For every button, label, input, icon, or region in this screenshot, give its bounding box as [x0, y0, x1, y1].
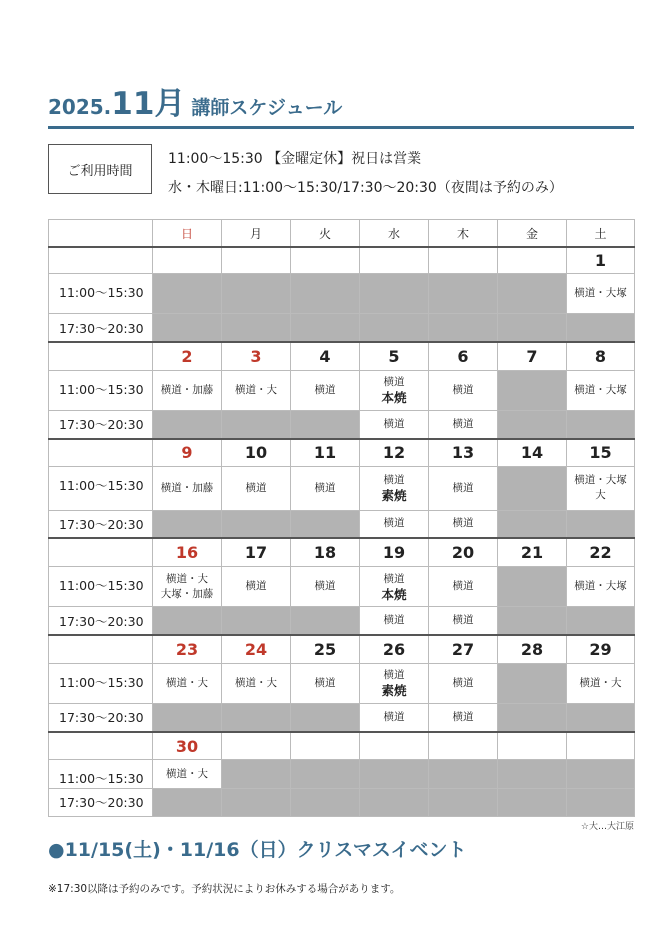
closed-cell — [291, 314, 360, 342]
staff-cell — [360, 370, 429, 410]
day-slot-row-week-6 — [49, 760, 635, 788]
date-cell: 19 — [360, 538, 429, 566]
staff-cell: 横道・加藤 — [153, 467, 222, 510]
date-cell — [222, 732, 291, 760]
closed-cell — [222, 273, 291, 313]
staff-cell — [567, 467, 635, 510]
weekday-mon: 月 — [222, 220, 291, 248]
title-month: 11月 — [111, 86, 186, 122]
date-cell-sun: 23 — [153, 635, 222, 663]
legend-note: ☆大…大江原 — [580, 822, 634, 832]
date-cell: 27 — [429, 635, 498, 663]
staff-cell: 横道 — [360, 704, 429, 732]
date-cell — [360, 247, 429, 273]
date-blank — [49, 635, 153, 663]
closed-cell — [360, 760, 429, 788]
staff-cell: 横道 — [429, 410, 498, 438]
night-slot-row-week-2 — [49, 410, 635, 438]
staff-cell: 横道 — [360, 410, 429, 438]
date-cell: 14 — [498, 439, 567, 467]
date-cell: 29 — [567, 635, 635, 663]
closed-cell — [498, 704, 567, 732]
date-row-week-6 — [49, 732, 635, 760]
weekday-fri: 金 — [498, 220, 567, 248]
staff-name: 大塚・加藤 — [160, 587, 214, 600]
event-heading: ●11/15(土)・11/16（日）クリスマスイベント — [48, 839, 467, 861]
date-cell: 8 — [567, 342, 635, 370]
title-subtitle: 講師スケジュール — [191, 97, 343, 119]
staff-cell: 横道 — [291, 567, 360, 607]
staff-cell: 横道 — [360, 510, 429, 538]
closed-cell — [498, 314, 567, 342]
closed-cell — [291, 510, 360, 538]
date-cell: 21 — [498, 538, 567, 566]
closed-cell — [222, 410, 291, 438]
time-slot-night: 17:30〜20:30 — [49, 410, 153, 438]
staff-cell: 横道 — [429, 663, 498, 703]
day-slot-row-week-1 — [49, 273, 635, 313]
date-cell — [222, 247, 291, 273]
staff-name: 横道・大塚 — [574, 474, 627, 487]
date-cell — [153, 247, 222, 273]
staff-cell: 横道・加藤 — [153, 370, 222, 410]
staff-cell: 横道 — [291, 663, 360, 703]
time-slot-day: 11:00〜15:30 — [49, 467, 153, 510]
date-cell: 22 — [567, 538, 635, 566]
date-cell: 26 — [360, 635, 429, 663]
staff-cell: 横道・大 — [567, 663, 635, 703]
weekday-tue: 火 — [291, 220, 360, 248]
date-blank — [49, 439, 153, 467]
closed-cell — [498, 663, 567, 703]
closed-cell — [291, 607, 360, 635]
night-slot-row-week-5 — [49, 704, 635, 732]
night-slot-row-week-3 — [49, 510, 635, 538]
date-row-week-2 — [49, 342, 635, 370]
closed-cell — [498, 607, 567, 635]
date-row-week-1 — [49, 247, 635, 273]
closed-cell — [498, 760, 567, 788]
closed-cell — [498, 567, 567, 607]
staff-cell: 横道・大塚 — [567, 567, 635, 607]
staff-cell: 横道 — [291, 467, 360, 510]
date-cell — [429, 732, 498, 760]
time-slot-night: 17:30〜20:30 — [49, 607, 153, 635]
closed-cell — [222, 704, 291, 732]
time-slot-day: 11:00〜15:30 — [49, 370, 153, 410]
staff-name: 横道 — [383, 474, 405, 487]
date-cell-sun: 9 — [153, 439, 222, 467]
date-row-week-5 — [49, 635, 635, 663]
staff-cell — [360, 567, 429, 607]
date-cell: 7 — [498, 342, 567, 370]
staff-cell: 横道 — [429, 510, 498, 538]
date-row-week-4 — [49, 538, 635, 566]
closed-cell — [498, 467, 567, 510]
weekday-header-row — [49, 220, 635, 248]
date-cell-sun: 16 — [153, 538, 222, 566]
staff-cell: 横道・大塚 — [567, 273, 635, 313]
header-blank — [49, 220, 153, 248]
date-cell: 28 — [498, 635, 567, 663]
date-blank — [49, 342, 153, 370]
closed-cell — [498, 788, 567, 816]
firing-label: 本焼 — [381, 390, 407, 406]
closed-cell — [498, 410, 567, 438]
closed-cell — [567, 607, 635, 635]
date-cell: 17 — [222, 538, 291, 566]
date-row-week-3 — [49, 439, 635, 467]
closed-cell — [567, 788, 635, 816]
closed-cell — [360, 273, 429, 313]
hours-label-box: ご利用時間 — [48, 144, 152, 194]
staff-cell: 横道 — [429, 704, 498, 732]
closed-cell — [429, 314, 498, 342]
day-slot-row-week-2 — [49, 370, 635, 410]
staff-name: 横道・大 — [166, 572, 208, 585]
staff-name: 横道 — [383, 669, 405, 682]
date-cell-holiday: 24 — [222, 635, 291, 663]
date-cell — [291, 732, 360, 760]
time-slot-day: 11:00〜15:30 — [49, 567, 153, 607]
closed-cell — [567, 510, 635, 538]
date-cell-holiday: 3 — [222, 342, 291, 370]
firing-label: 素焼 — [381, 488, 407, 504]
staff-cell: 横道 — [360, 607, 429, 635]
firing-label: 素焼 — [381, 683, 407, 699]
date-cell-sun: 30 — [153, 732, 222, 760]
title-year: 2025. — [48, 95, 112, 119]
date-cell — [360, 732, 429, 760]
closed-cell — [153, 510, 222, 538]
closed-cell — [567, 410, 635, 438]
weekday-sun: 日 — [153, 220, 222, 248]
time-slot-night: 17:30〜20:30 — [49, 510, 153, 538]
time-slot-night: 17:30〜20:30 — [49, 788, 153, 816]
staff-name: 横道 — [383, 376, 405, 389]
closed-cell — [153, 788, 222, 816]
date-cell — [429, 247, 498, 273]
date-cell: 18 — [291, 538, 360, 566]
date-blank — [49, 732, 153, 760]
closed-cell — [222, 314, 291, 342]
date-cell: 11 — [291, 439, 360, 467]
date-cell — [498, 732, 567, 760]
date-cell — [291, 247, 360, 273]
closed-cell — [360, 788, 429, 816]
staff-cell: 横道 — [429, 467, 498, 510]
staff-cell: 横道 — [222, 467, 291, 510]
closed-cell — [222, 788, 291, 816]
staff-cell: 横道 — [429, 567, 498, 607]
closed-cell — [291, 273, 360, 313]
staff-cell: 横道 — [429, 607, 498, 635]
staff-cell — [153, 567, 222, 607]
closed-cell — [567, 760, 635, 788]
time-slot-night: 17:30〜20:30 — [49, 314, 153, 342]
time-slot-day: 11:00〜15:30 — [49, 663, 153, 703]
night-slot-row-week-4 — [49, 607, 635, 635]
weekday-sat: 土 — [567, 220, 635, 248]
weekday-thu: 木 — [429, 220, 498, 248]
staff-cell: 横道・大 — [222, 663, 291, 703]
closed-cell — [498, 370, 567, 410]
date-cell: 4 — [291, 342, 360, 370]
staff-cell: 横道・大 — [153, 760, 222, 788]
date-cell: 12 — [360, 439, 429, 467]
night-slot-row-week-1 — [49, 314, 635, 342]
date-cell-sun: 2 — [153, 342, 222, 370]
night-slot-row-week-6 — [49, 788, 635, 816]
staff-cell — [360, 663, 429, 703]
date-blank — [49, 247, 153, 273]
weekday-wed: 水 — [360, 220, 429, 248]
staff-cell — [360, 467, 429, 510]
page-title — [48, 78, 342, 123]
staff-name: 大 — [595, 489, 606, 502]
closed-cell — [153, 607, 222, 635]
closed-cell — [498, 273, 567, 313]
hours-line-1: 11:00〜15:30 【金曜定休】祝日は営業 — [168, 151, 422, 167]
time-slot-day: 11:00〜15:30 — [49, 760, 153, 788]
closed-cell — [153, 273, 222, 313]
date-cell: 5 — [360, 342, 429, 370]
closed-cell — [567, 704, 635, 732]
closed-cell — [567, 314, 635, 342]
closed-cell — [291, 760, 360, 788]
staff-cell: 横道 — [429, 370, 498, 410]
footnote: ※17:30以降は予約のみです。予約状況によりお休みする場合があります。 — [48, 883, 401, 895]
staff-cell: 横道・大 — [222, 370, 291, 410]
firing-label: 本焼 — [381, 586, 407, 602]
schedule-calendar — [48, 219, 634, 817]
closed-cell — [291, 704, 360, 732]
day-slot-row-week-4 — [49, 567, 635, 607]
closed-cell — [429, 760, 498, 788]
staff-cell: 横道・大塚 — [567, 370, 635, 410]
date-cell: 15 — [567, 439, 635, 467]
time-slot-day: 11:00〜15:30 — [49, 273, 153, 313]
date-cell: 20 — [429, 538, 498, 566]
title-rule — [48, 126, 634, 129]
staff-name: 横道 — [383, 572, 405, 585]
closed-cell — [153, 410, 222, 438]
closed-cell — [222, 510, 291, 538]
time-slot-night: 17:30〜20:30 — [49, 704, 153, 732]
date-cell: 25 — [291, 635, 360, 663]
date-cell: 1 — [567, 247, 635, 273]
staff-cell: 横道 — [222, 567, 291, 607]
closed-cell — [153, 704, 222, 732]
closed-cell — [498, 510, 567, 538]
date-cell — [498, 247, 567, 273]
day-slot-row-week-5 — [49, 663, 635, 703]
closed-cell — [222, 760, 291, 788]
date-cell: 13 — [429, 439, 498, 467]
hours-line-2: 水・木曜日:11:00〜15:30/17:30〜20:30（夜間は予約のみ） — [168, 180, 563, 196]
closed-cell — [291, 788, 360, 816]
closed-cell — [153, 314, 222, 342]
closed-cell — [360, 314, 429, 342]
date-cell: 10 — [222, 439, 291, 467]
date-blank — [49, 538, 153, 566]
closed-cell — [429, 788, 498, 816]
date-cell — [567, 732, 635, 760]
closed-cell — [291, 410, 360, 438]
staff-cell: 横道・大 — [153, 663, 222, 703]
day-slot-row-week-3 — [49, 467, 635, 510]
staff-cell: 横道 — [291, 370, 360, 410]
closed-cell — [429, 273, 498, 313]
closed-cell — [222, 607, 291, 635]
date-cell: 6 — [429, 342, 498, 370]
